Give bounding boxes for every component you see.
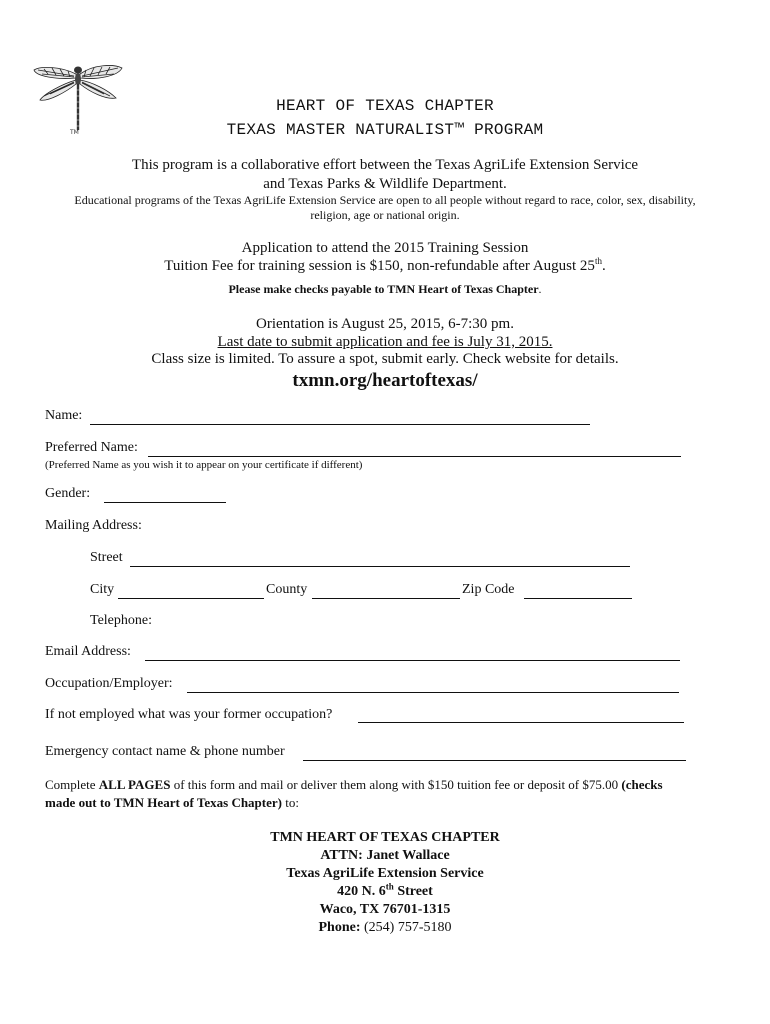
address-line-5: Waco, TX 76701-1315 bbox=[319, 902, 451, 917]
instructions-text-1: Complete bbox=[45, 777, 99, 792]
name-label: Name: bbox=[45, 408, 83, 423]
mailing-instructions bbox=[45, 776, 735, 812]
website-link[interactable]: txmn.org/heartoftexas/ bbox=[292, 370, 478, 391]
street-field[interactable] bbox=[130, 566, 630, 567]
svg-text:TM: TM bbox=[70, 129, 79, 136]
intro-line-2: and Texas Parks & Wildlife Department. bbox=[263, 176, 507, 192]
emergency-contact-label: Emergency contact name & phone number bbox=[45, 744, 285, 759]
orientation-line-1: Orientation is August 25, 2015, 6-7:30 pm. bbox=[256, 316, 514, 332]
checks-end: . bbox=[538, 282, 542, 296]
address-line-3: Texas AgriLife Extension Service bbox=[286, 866, 484, 881]
instructions-made-out: made out to TMN Heart of Texas Chapter) bbox=[45, 795, 282, 810]
preferred-name-label: Preferred Name: bbox=[45, 440, 138, 455]
orientation-line-3: Class size is limited. To assure a spot, submit early. Check website for details. bbox=[151, 351, 619, 367]
email-label: Email Address: bbox=[45, 644, 131, 659]
application-line-2 bbox=[0, 258, 770, 275]
former-occupation-label: If not employed what was your former occupation? bbox=[45, 707, 333, 722]
zip-code-label: Zip Code bbox=[462, 582, 515, 597]
county-field[interactable] bbox=[312, 598, 460, 599]
emergency-contact-field[interactable] bbox=[303, 760, 686, 761]
address-line-1: TMN HEART OF TEXAS CHAPTER bbox=[270, 830, 500, 845]
occupation-label: Occupation/Employer: bbox=[45, 676, 173, 691]
application-line-1: Application to attend the 2015 Training Session bbox=[241, 240, 529, 256]
street-number: 420 N. 6 bbox=[337, 884, 386, 899]
tuition-end: . bbox=[601, 258, 606, 274]
email-field[interactable] bbox=[145, 660, 680, 661]
mailing-address-label: Mailing Address: bbox=[45, 518, 142, 533]
intro-line-4: religion, age or national origin. bbox=[310, 208, 460, 222]
telephone-label: Telephone: bbox=[90, 613, 152, 628]
zip-code-field[interactable] bbox=[524, 598, 632, 599]
gender-field[interactable] bbox=[104, 502, 226, 503]
deadline-text: Last date to submit application and fee is July 31, 2015. bbox=[217, 334, 553, 350]
preferred-name-field[interactable] bbox=[148, 456, 681, 457]
instructions-all-pages: ALL PAGES bbox=[98, 777, 171, 792]
street-label: Street bbox=[90, 550, 123, 565]
preferred-name-note: (Preferred Name as you wish it to appear on your certificate if different) bbox=[45, 459, 363, 471]
address-phone bbox=[0, 920, 770, 936]
occupation-field[interactable] bbox=[187, 692, 679, 693]
tuition-text: Tuition Fee for training session is $150, non-refundable after August 25 bbox=[164, 258, 595, 274]
instructions-to: to: bbox=[282, 795, 299, 810]
chapter-title: HEART OF TEXAS CHAPTER bbox=[276, 97, 494, 115]
gender-label: Gender: bbox=[45, 486, 91, 501]
intro-line-3: Educational programs of the Texas AgriLife Extension Service are open to all people without regard to race, color, sex, disability, bbox=[74, 193, 696, 207]
former-occupation-field[interactable] bbox=[358, 722, 684, 723]
city-field[interactable] bbox=[118, 598, 264, 599]
intro-line-1: This program is a collaborative effort between the Texas AgriLife Extension Service bbox=[131, 157, 639, 173]
street-name: Street bbox=[393, 884, 433, 899]
orientation-line-2 bbox=[0, 334, 770, 351]
name-field[interactable] bbox=[90, 424, 590, 425]
tuition-sup: th bbox=[594, 256, 602, 266]
instructions-text-2: of this form and mail or deliver them along with $150 tuition fee or deposit of $75.00 bbox=[170, 777, 622, 792]
phone-value: (254) 757-5180 bbox=[360, 920, 452, 935]
checks-text: Please make checks payable to TMN Heart of Texas Chapter bbox=[228, 282, 539, 296]
phone-label: Phone: bbox=[318, 920, 361, 935]
program-title: TEXAS MASTER NATURALIST™ PROGRAM bbox=[226, 121, 544, 139]
address-line-4 bbox=[0, 881, 770, 900]
checks-line bbox=[0, 282, 770, 297]
street-sup: th bbox=[385, 881, 394, 892]
city-label: City bbox=[90, 582, 115, 597]
address-line-2: ATTN: Janet Wallace bbox=[320, 848, 450, 863]
instructions-checks: (checks bbox=[621, 777, 663, 792]
county-label: County bbox=[266, 582, 308, 597]
